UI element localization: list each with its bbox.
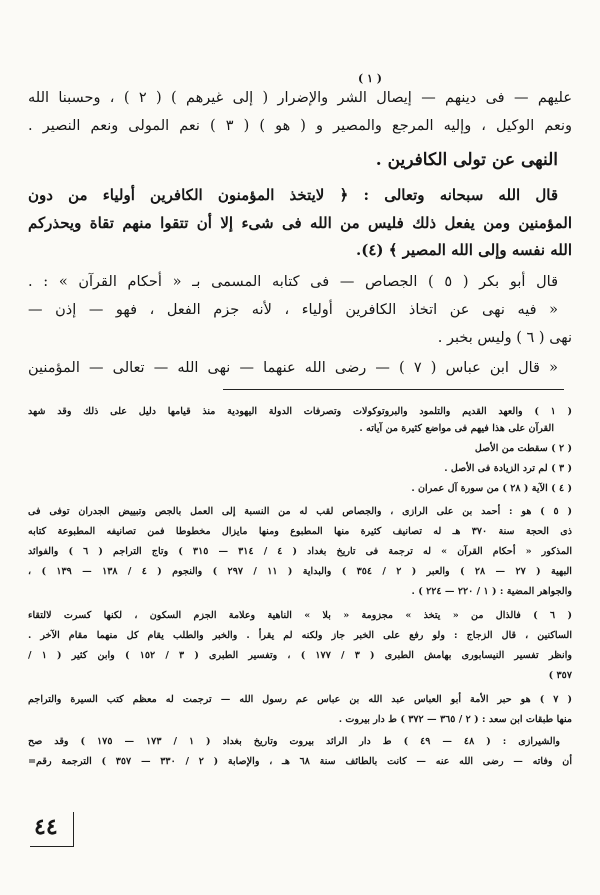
body-line-5: المؤمنين ومن يفعل ذلك فليس من الله فى شىء إلا أن تتقوا منهم تقاة ويحذركم bbox=[28, 214, 572, 232]
section-heading: النهى عن تولى الكافرين . bbox=[375, 150, 558, 170]
footnote-line: البهية ( ٢٧ — ٢٨ ) والعبر ( ٢ / ٣٥٤ ) والبداية ( ١١ / ٢٩٧ ) والنجوم ( ٤ / ١٣٨ — ١٣٩ ) ، bbox=[28, 566, 572, 577]
footnote-line: ( ٣ ) لم ترد الزيادة فى الأصل . bbox=[444, 463, 572, 474]
footnote-separator bbox=[223, 389, 564, 390]
body-line-6: الله نفسه وإلى الله المصير ﴾ (٤). bbox=[356, 241, 572, 259]
footnote-line: وانظر تفسير النيسابورى بهامش الطبرى ( ٣ / ١٧٧ ) ، وتفسير الطبرى ( ٣ / ١٥٢ ) وابن كثير ( ١ / bbox=[28, 650, 572, 661]
body-line-8: « فيه نهى عن اتخاذ الكافرين أولياء ، لأنه جزم الفعل ، فهو — إذن — bbox=[28, 302, 558, 318]
footnote-line: المذكور « أحكام القرآن » له ترجمة فى تاريخ بغداد ( ٤ / ٣١٤ — ٣١٥ ) وتاج التراجم ( ٦ ) والفوائد bbox=[28, 546, 572, 557]
body-line-2: ونعم الوكيل ، وإليه المرجع والمصير و ( هو ) ( ٣ ) نعم المولى ونعم النصير . bbox=[28, 118, 572, 134]
footnote-line: أن وفاته — رضى الله عنه — كانت بالطائف سنة ٦٨ هـ ، والإصابة ( ٢ / ٣٣٠ — ٣٥٧ ) الترجمة رقم= bbox=[28, 756, 572, 767]
body-line-7: قال أبو بكر ( ٥ ) الجصاص — فى كتابه المسمى بـ « أحكام القرآن » : . bbox=[28, 274, 558, 290]
footnote-line: والشيرازى : ( ٤٨ — ٤٩ ) ط دار الرائد بيروت وتاريخ بغداد ( ١ / ١٧٣ — ١٧٥ ) وقد صح bbox=[28, 736, 560, 747]
body-line-9: نهى ( ٦ ) وليس بخبر . bbox=[437, 330, 572, 346]
document-page bbox=[28, 0, 572, 895]
footnote-line: ( ١ ) والعهد القديم والتلمود والبروتوكولات وتصرفات الدولة اليهودية منذ قيامها دليل على ذلك وقد شهد bbox=[28, 406, 572, 417]
footnote-line: ( ٤ ) الآية ( ٢٨ ) من سورة آل عمران . bbox=[411, 483, 572, 494]
footnote-line: ( ٢ ) سقطت من الأصل bbox=[474, 443, 572, 454]
footnote-line: ( ٥ ) هو : أحمد بن على الرازى ، والجصاص لقب له من النسبة إلى العمل بالجص وتبييض الجدران توفى فى bbox=[28, 506, 572, 517]
footnote-line: ( ٧ ) هو حبر الأمة أبو العباس عبد الله بن عباس عم رسول الله — ترجمت له معظم كتب السيرة والتراجم bbox=[28, 694, 572, 705]
body-line-10: « قال ابن عباس ( ٧ ) — رضى الله عنهما — نهى الله — تعالى — المؤمنين bbox=[28, 360, 558, 376]
footnote-line: منها طبقات ابن سعد : ( ٢ / ٣٦٥ — ٣٧٢ ) ط دار بيروت . bbox=[338, 714, 572, 725]
body-line-1: عليهم — فى دينهم — إيصال الشر والإضرار ( إلى غيرهم ) ( ٢ ) ، وحسبنا الله bbox=[28, 90, 572, 106]
footnote-line: ٣٥٧ ) bbox=[548, 670, 572, 681]
page-number-underline bbox=[30, 846, 74, 847]
page-number: ٤٤ bbox=[34, 814, 58, 840]
footnote-line: الساكنين ، قال الزجاج : ولو رفع على الخبر جاز ولكنه لم يقرأ . والخبر والطلب يقام كل منهما مقام الآخر . bbox=[28, 630, 572, 641]
footnote-marker-1: ( ١ ) bbox=[357, 72, 382, 85]
page-number-box bbox=[30, 812, 74, 846]
page-number-rule bbox=[73, 812, 74, 846]
footnote-line: ( ٦ ) فالذال من « يتخذ » مجزومة « بلا » الناهية وعلامة الجزم السكون ، لكنها كسرت لالتقاء bbox=[28, 610, 572, 621]
body-line-4: قال الله سبحانه وتعالى : ﴿ لايتخذ المؤمنون الكافرين أولياء من دون bbox=[28, 186, 558, 204]
footnote-line: القرآن على هذا فيهم فى مواضع كثيرة من آياته . bbox=[359, 423, 554, 434]
footnote-line: والجواهر المضية : ( ١ / ٢٢٠ — ٢٢٤ ) . bbox=[411, 586, 572, 597]
footnote-line: ذى الحجة سنة ٣٧٠ هـ له تصانيف كثيرة منها المطبوع ومنها مايزال مخطوطا فمن تصانيفه المطبوعة كتابه bbox=[28, 526, 572, 537]
